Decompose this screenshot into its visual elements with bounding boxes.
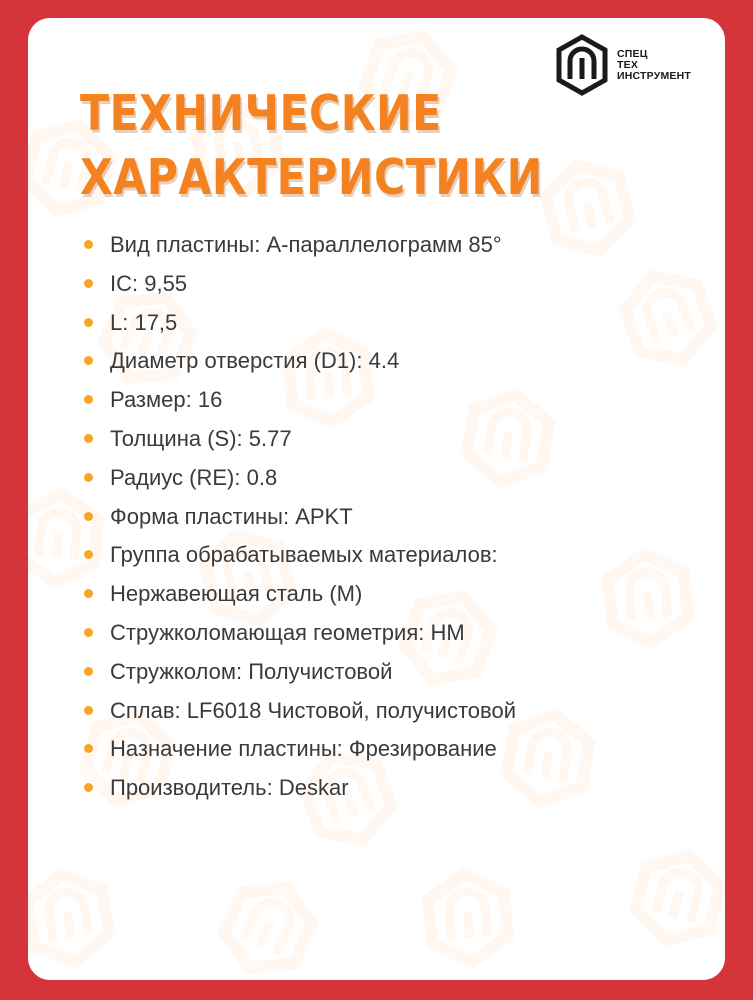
spec-text: Производитель: Deskar [110, 775, 349, 801]
spec-item [80, 773, 516, 812]
spec-text: L: 17,5 [110, 309, 178, 335]
brand-name-line-3: ИНСТРУМЕНТ [617, 69, 692, 82]
spec-list [80, 230, 516, 812]
bullet-icon [84, 744, 93, 753]
bullet-icon [84, 473, 93, 482]
spec-item [80, 230, 516, 269]
spec-text: Толщина (S): 5.77 [110, 425, 292, 451]
bullet-icon [84, 356, 93, 365]
bullet-icon [84, 318, 93, 327]
bullet-icon [84, 240, 93, 249]
spec-item [80, 657, 516, 696]
spec-text: Стружколом: Получистовой [110, 658, 393, 684]
brand-logo [555, 34, 691, 96]
spec-text: Назначение пластины: Фрезирование [110, 736, 497, 762]
spec-item [80, 269, 516, 308]
spec-item [80, 502, 516, 541]
bullet-icon [84, 512, 93, 521]
brand-name [617, 49, 691, 82]
page-title-line-2: ХАРАКТЕРИСТИКИ [80, 149, 543, 206]
brand-name-line-1: СПЕЦ [617, 47, 648, 60]
spec-text: Стружколомающая геометрия: HM [110, 619, 465, 645]
spec-item [80, 463, 516, 502]
spec-item [80, 424, 516, 463]
spec-item [80, 696, 516, 735]
spec-item [80, 734, 516, 773]
spec-text: Диаметр отверстия (D1): 4.4 [110, 348, 400, 374]
spec-text: Радиус (RE): 0.8 [110, 464, 278, 490]
bullet-icon [84, 395, 93, 404]
spec-text: Вид пластины: A-параллелограмм 85° [110, 232, 502, 257]
brand-name-line-2: ТЕХ [617, 58, 639, 71]
spec-item [80, 346, 516, 385]
spec-text: Нержавеющая сталь (M) [110, 581, 363, 607]
bullet-icon [84, 667, 93, 676]
bullet-icon [84, 589, 93, 598]
spec-text: IC: 9,55 [110, 270, 188, 296]
bullet-icon [84, 628, 93, 637]
bullet-icon [84, 434, 93, 443]
bullet-icon [84, 706, 93, 715]
spec-item [80, 385, 516, 424]
hexagon-logo-icon [555, 34, 609, 96]
page-title [80, 82, 543, 210]
spec-item [80, 540, 516, 579]
spec-text: Группа обрабатываемых материалов: [110, 542, 498, 568]
spec-item [80, 308, 516, 347]
spec-text: Размер: 16 [110, 387, 223, 413]
spec-text: Сплав: LF6018 Чистовой, получистовой [110, 697, 517, 723]
spec-text: Форма пластины: APKT [110, 503, 353, 529]
bullet-icon [84, 550, 93, 559]
spec-item [80, 618, 516, 657]
spec-item [80, 579, 516, 618]
page-title-line-1: ТЕХНИЧЕСКИЕ [80, 85, 442, 142]
bullet-icon [84, 279, 93, 288]
bullet-icon [84, 783, 93, 792]
spec-card [28, 18, 725, 980]
